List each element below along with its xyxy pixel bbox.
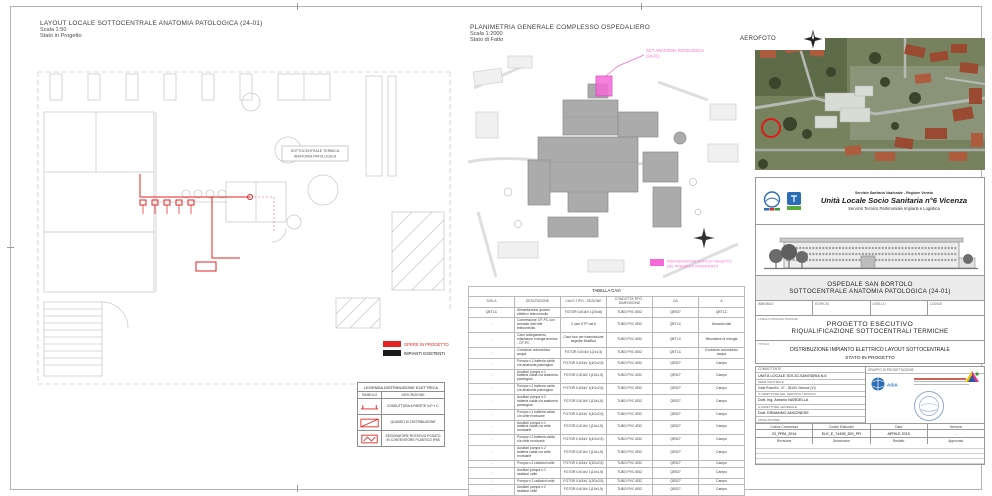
- cable-table-row: [469, 307, 745, 318]
- building-elevation-drawing: [756, 226, 984, 274]
- cable-table-cell: TUBO PVC Ø32: [607, 384, 653, 395]
- cable-table-row: [469, 485, 745, 496]
- cable-table-cell: Pompa n.1 radiatori celle: [515, 460, 561, 467]
- electrical-legend: [357, 382, 445, 447]
- client-block-line: COMMITTENTE: [756, 367, 865, 373]
- cable-table-row: [469, 420, 745, 435]
- parties-box: [755, 366, 985, 424]
- cable-table-cell: Pompa n.2 radiatori celle: [515, 478, 561, 485]
- drawing-title-box: [755, 340, 985, 364]
- cable-table-cell: FG7OR 0,6/1kV 1(10x1,5): [561, 420, 607, 435]
- cable-table-cell: QETLC: [653, 333, 699, 348]
- cable-table-row: [469, 467, 745, 478]
- cable-table-cell: Pompa n.1 batteria calda c/a anatomia patologica: [515, 358, 561, 369]
- left-panel-header: [40, 20, 262, 39]
- cable-table-cell: Campo: [699, 409, 745, 420]
- cable-table-cell: TUBO PVC Ø32: [607, 358, 653, 369]
- code-value-cell: ELE_E_74455_DIS_PR: [813, 430, 870, 437]
- facility-name-line2: SOTTOCENTRALE ANATOMIA PATOLOGICA (24-01): [789, 288, 951, 295]
- company-text-line: [914, 378, 966, 380]
- meta-field-label: CODICE: [929, 302, 943, 306]
- legend-color-swatch: [383, 350, 401, 356]
- cable-table-cell: Armadio dati: [699, 318, 745, 333]
- plan-room-label-line1: SOTTOCENTRALE TERMICA: [290, 149, 340, 153]
- cable-table-cell: FG7OR 0,6/1kV 1(10x1,5): [561, 369, 607, 384]
- cable-table-cell: FG7OR 0,6/1kV 1(4Gx2,5): [561, 409, 607, 420]
- electrical-legend-row: [358, 415, 444, 431]
- cable-table-cell: FG7OR 0,6/1kV 1(10x1,5): [561, 446, 607, 461]
- callout-line1: SCT ANATOMIA PATOLOGICA: [646, 48, 705, 53]
- cable-table-cell: Campo: [699, 446, 745, 461]
- cable-table-cell: FG7OR 0,6/1kV 1(4Gx2,5): [561, 358, 607, 369]
- cable-table-cell: TUBO PVC Ø32: [607, 369, 653, 384]
- client-block-line: SEDE CENTRALE: [756, 380, 865, 386]
- cable-table-row: [469, 333, 745, 348]
- frame-tick: [7, 247, 14, 248]
- organization-header: [806, 191, 982, 211]
- cable-table-cell: TUBO PVC Ø32: [607, 467, 653, 478]
- legend-description: QUADRO DI DISTRIBUZIONE: [390, 419, 436, 424]
- cable-table-row: [469, 446, 745, 461]
- client-block-line: IL DIRETTORE DEL SERVIZIO TECNICO: [756, 392, 865, 398]
- region-veneto-logo-icon: [761, 190, 783, 212]
- drawing-title-label: TITOLO: [758, 342, 770, 346]
- cable-table-cell: Misuratore di energia: [699, 333, 745, 348]
- legend-description: SEZIONATORE ROTATIVO POSATO IN CONTENITORE PLASTICO IP65: [385, 433, 441, 442]
- facility-name-line1: OSPEDALE SAN BORTOLO: [827, 281, 913, 288]
- cable-table-cell: Pompa n.1 batteria calda c/a celle mortuarie: [515, 409, 561, 420]
- client-block-line: UNITÀ LOCALE SOCIO-SANITARIA N.6: [756, 373, 865, 380]
- org-department: Servizio Tecnico Patrimoniale Impianti e Logistica: [848, 206, 940, 211]
- code-value-cell: 23_PRM_2014: [756, 430, 813, 437]
- cable-table-row: [469, 409, 745, 420]
- callout-leader-line: [606, 55, 644, 76]
- cable-table-cell: TUBO PVC Ø32: [607, 347, 653, 358]
- design-level-box: [755, 315, 985, 341]
- cable-table-row: [469, 478, 745, 485]
- design-group-block: [866, 367, 984, 423]
- distribution-board-symbol: [358, 415, 382, 430]
- building-elevation-panel: [755, 224, 985, 276]
- cable-table-cell: -: [469, 333, 515, 348]
- code-header-cell: Versione: [949, 424, 963, 429]
- cable-table-cell: QE927: [653, 460, 699, 467]
- cable-table-cell: Campo: [699, 460, 745, 467]
- cable-table-cell: TUBO PVC Ø32: [607, 409, 653, 420]
- approval-stamp-icon: [912, 389, 946, 423]
- highlighted-building: [596, 76, 612, 96]
- cable-table: [468, 286, 745, 496]
- electrical-legend-title: LEGENDA DISTRIBUZIONE ELETTRICA: [358, 383, 444, 392]
- north-compass-icon: [694, 228, 714, 248]
- cable-table-cell: QE927: [653, 384, 699, 395]
- aerial-photo: [755, 38, 985, 170]
- cable-table-row: [469, 384, 745, 395]
- cable-table-cell: Cavo collegamento misuratore energia termica - CP-PC: [515, 333, 561, 348]
- works-legend-item: [383, 350, 453, 356]
- center-panel-scale: Scala 1:2000: [470, 31, 503, 37]
- revision-header-cell: Revisione: [756, 438, 813, 444]
- legend-col-symbol: SIMBOLO: [358, 392, 382, 398]
- center-panel-header: [470, 24, 650, 43]
- cable-table-cell: FG7OR 0,6/1kV 1(4Gx2,5): [561, 384, 607, 395]
- cable-table-cell: FG7OR 0,6/1kV 1(4Gx2,5): [561, 435, 607, 446]
- cable-table-cell: TUBO PVC Ø32: [607, 420, 653, 435]
- cable-table-cell: QETLC: [699, 307, 745, 318]
- cable-table-cell: QE927: [653, 467, 699, 478]
- legend-col-description: DESCRIZIONE: [401, 393, 425, 397]
- center-panel-title: PLANIMETRIA GENERALE COMPLESSO OSPEDALIERO: [470, 24, 650, 31]
- cable-table-row: [469, 369, 745, 384]
- revision-header-cell: Descrizione: [813, 438, 870, 444]
- cable-table-cell: QE927: [653, 358, 699, 369]
- electrical-legend-header: [358, 392, 444, 399]
- cable-table-cell: Campo: [699, 395, 745, 410]
- cable-table-cell: QE927: [653, 420, 699, 435]
- cable-table-cell: Pompa n.2 batteria calda c/a anatomia patologica: [515, 384, 561, 395]
- cable-table-cell: QE927: [653, 409, 699, 420]
- client-block-line: Dott. ERMANNO ANGONESE: [756, 410, 865, 417]
- plan-room-label: [282, 146, 348, 161]
- company-text-line: [914, 384, 969, 385]
- cable-table-cell: Cavo bus per trasmissione segnale ModBus: [561, 333, 607, 348]
- cable-table-cell: -: [469, 384, 515, 395]
- revision-empty-row: [756, 459, 984, 464]
- cable-table-cell: TUBO PVC Ø32: [607, 478, 653, 485]
- left-panel-scale: Scala 1:50: [40, 27, 67, 33]
- meta-field-label: IMMOBILE: [756, 301, 813, 315]
- design-group-label: GRUPPO DI PROGETTAZIONE: [866, 367, 984, 374]
- cable-table-cell: 2 cavi UTP cat.6: [561, 318, 607, 333]
- cable-table-cell: TUBO PVC Ø32: [607, 435, 653, 446]
- cable-table-header: SIGLA: [469, 296, 515, 307]
- cable-table-cell: TUBO PVC Ø32: [607, 395, 653, 410]
- cable-table-cell: FG7OR 0,6/1kV 1(3Gx2,5): [561, 478, 607, 485]
- cable-table-row: [469, 358, 745, 369]
- cable-table-cell: QE927: [653, 446, 699, 461]
- cable-table-cell: Ausiliari pompa n.1 radiatori celle: [515, 467, 561, 478]
- cable-table-cell: Campo: [699, 369, 745, 384]
- cable-table-cell: TUBO PVC Ø32: [607, 460, 653, 467]
- revision-header-cell: Approvato: [948, 439, 964, 443]
- facility-name-band: [755, 275, 985, 301]
- org-name: Unità Locale Socio Sanitaria n°6 Vicenza: [820, 196, 968, 205]
- cable-table-cell: TUBO PVC Ø32: [607, 446, 653, 461]
- cable-table-row: [469, 347, 745, 358]
- cable-table-cell: FG7OR 0,6/1kV 1(3Gx2,5): [561, 460, 607, 467]
- cable-table-cell: -: [469, 467, 515, 478]
- design-level-line1: PROGETTO ESECUTIVO: [826, 321, 914, 328]
- highlight-legend-line2: DEL PRESENTE INTERVENTO: [667, 264, 719, 269]
- cable-table-cell: Pompa n.2 batteria calda c/a celle mortuarie: [515, 435, 561, 446]
- cable-table-cell: QETLC: [653, 318, 699, 333]
- cable-table-cell: FG7OR 0,6/1kV 1(10x1,5): [561, 395, 607, 410]
- legend-label: IMPIANTI ESISTENTI: [404, 350, 445, 356]
- cable-table-row: [469, 395, 745, 410]
- left-panel-state: Stato in Progetto: [40, 33, 82, 39]
- cable-table-cell: QE927: [653, 478, 699, 485]
- client-block-line: IL DIRETTORE GENERALE: [756, 405, 865, 411]
- drawing-title-line2: STATO IN PROGETTO: [845, 356, 895, 361]
- revision-header-cell: Redatto: [871, 438, 928, 444]
- highlight-legend: [650, 259, 732, 269]
- cable-table-cell: -: [469, 347, 515, 358]
- cable-table-cell: Campo: [699, 478, 745, 485]
- cable-table-cell: QE927: [653, 369, 699, 384]
- cable-table-cell: QE927: [653, 395, 699, 410]
- cable-table-cell: QE927: [653, 485, 699, 496]
- cable-table-cell: Connessione CP-PC con armadio dati rete telecontrollo: [515, 318, 561, 333]
- works-legend: [383, 341, 453, 359]
- cable-table-cell: -: [469, 420, 515, 435]
- new-works-conduits: [140, 174, 274, 271]
- meta-fields-row: [755, 300, 985, 316]
- cable-table-cell: TUBO PVC Ø32: [607, 485, 653, 496]
- left-panel-title: LAYOUT LOCALE SOTTOCENTRALE ANATOMIA PATOLOGICA (24-01): [40, 20, 263, 27]
- code-value-cell: -: [955, 431, 957, 436]
- highlight-legend-line1: INDIVIDUAZIONE EDIFICIO OGGETTO: [667, 259, 732, 264]
- asia-logo-text: ASIA: [887, 382, 898, 388]
- frame-tick: [297, 3, 298, 10]
- partner-logo-icon: [964, 370, 980, 383]
- cable-table-header: CONDOTTA TIPO - DIMENSIONE: [607, 296, 653, 307]
- design-level-label: LIVELLO PROGETTAZIONE: [758, 317, 798, 321]
- cable-table-cell: TUBO PVC Ø32: [607, 333, 653, 348]
- aerofoto-title: AEROFOTO: [740, 36, 776, 42]
- cable-table-cell: -: [469, 478, 515, 485]
- cable-table-title: TABELLA CAVI: [469, 287, 745, 297]
- client-block-line: Viale Rodolfi n. 37 - 36100 Vicenza (VI): [756, 385, 865, 391]
- rotary-isolator-symbol: [358, 431, 382, 446]
- aerofoto-header: [737, 28, 825, 50]
- cable-table-cell: -: [469, 358, 515, 369]
- cable-table-cell: Campo: [699, 435, 745, 446]
- cable-table-row: [469, 318, 745, 333]
- meta-field-label: EDIFICIO: [813, 301, 870, 315]
- drawing-title-line1: DISTRIBUZIONE IMPIANTO ELETTRICO LAYOUT SOTTOCENTRALE: [790, 347, 950, 353]
- cable-table-cell: -: [469, 435, 515, 446]
- org-service-line: Servizio Sanitario Nazionale - Regione Veneto: [854, 191, 934, 195]
- cable-table-cell: QE927: [653, 307, 699, 318]
- cable-table-cell: Contatore volumetrico acqua: [515, 347, 561, 358]
- plan-room-label-line2: ANATOMIA PATOLOGICA: [293, 154, 337, 159]
- cable-table-cell: -: [469, 485, 515, 496]
- cable-table-cell: Campo: [699, 384, 745, 395]
- title-block: [755, 178, 985, 465]
- cable-table-cell: QETLC: [653, 347, 699, 358]
- compass-icon: [804, 30, 822, 48]
- cable-table-header: DESCRIZIONE: [515, 296, 561, 307]
- frame-tick: [641, 3, 642, 10]
- legend-description: CONDUTTURA A PARETE N.P x C.: [386, 403, 440, 408]
- revision-empty-rows: [755, 444, 985, 465]
- meta-field-label: LIVELLO: [871, 301, 928, 315]
- cable-table-cell: Campo: [699, 485, 745, 496]
- cable-table-cell: -: [469, 395, 515, 410]
- asia-progetti-logo-icon: [870, 376, 910, 392]
- cable-table-cell: QE927: [653, 435, 699, 446]
- cable-table-cell: Ausiliari pompa n.1 batteria calda c/a anatomia patologica: [515, 369, 561, 384]
- cable-table-cell: -: [469, 446, 515, 461]
- cable-table-cell: -: [469, 409, 515, 420]
- cable-table-cell: FG7OR 0,6/1kV 1(10x1,5): [561, 467, 607, 478]
- electrical-legend-row: [358, 399, 444, 415]
- cable-table-cell: -: [469, 460, 515, 467]
- code-header-cell: Codice Elaborato: [813, 424, 870, 429]
- frame-tick: [297, 485, 298, 492]
- cable-table-cell: Alimentazione quadro elettrico telecontrollo: [515, 307, 561, 318]
- client-block-line: Dott. Ing. Antonio NARDELLA: [756, 397, 865, 404]
- cable-table-row: [469, 435, 745, 446]
- cable-table-row: [469, 460, 745, 467]
- client-block-line: APPALTATORE: [756, 417, 865, 423]
- title-block-logos: [756, 190, 806, 212]
- code-value-cell: APRILE 2015: [871, 430, 928, 437]
- cable-table-cell: FG7OR 0,6/1kV 1(2Gx6): [561, 307, 607, 318]
- cable-table-cell: QETLC: [469, 307, 515, 318]
- cable-table-container: [468, 286, 745, 496]
- cable-table-header: DA: [653, 296, 699, 307]
- callout-line2: (24-01): [646, 53, 660, 59]
- cable-table-cell: Ausiliari pompa n.2 batteria calda c/a anatomia patologica: [515, 395, 561, 410]
- center-panel-state: Stato di Fatto: [470, 37, 504, 43]
- legend-label: OPERE IN PROGETTO: [404, 341, 449, 347]
- cable-table-cell: -: [469, 318, 515, 333]
- cable-table-cell: -: [469, 369, 515, 384]
- cable-table-cell: Ausiliari pompa n.2 radiatori celle: [515, 485, 561, 496]
- cable-table-cell: Campo: [699, 358, 745, 369]
- cable-table-cell: FG7OR 0,6/1kV 1(2x1,5): [561, 347, 607, 358]
- conduit-symbol: [358, 399, 382, 414]
- cable-table-cell: TUBO PVC Ø32: [607, 307, 653, 318]
- cable-table-cell: Ausiliari pompa n.1 batteria calda c/a celle mortuarie: [515, 420, 561, 435]
- works-legend-item: [383, 341, 453, 347]
- cable-table-header: CAVO TIPO - SEZIONE: [561, 296, 607, 307]
- cable-table-cell: FG7OR 0,6/1kV 1(10x1,5): [561, 485, 607, 496]
- electrical-legend-row: [358, 431, 444, 446]
- cable-table-cell: Contatore volumetrico acqua: [699, 347, 745, 358]
- ulss-logo-icon: [786, 191, 802, 211]
- cable-table-cell: TUBO PVC Ø32: [607, 318, 653, 333]
- cable-table-cell: Ausiliari pompa n.2 batteria calda c/a celle mortuarie: [515, 446, 561, 461]
- cable-table-header: A: [699, 296, 745, 307]
- code-header-cell: Codice Commessa: [756, 424, 813, 429]
- site-plan-drawing: [468, 42, 745, 282]
- code-header-cell: Data: [871, 424, 928, 429]
- legend-color-swatch: [383, 341, 401, 347]
- client-block: [756, 367, 866, 423]
- cable-table-cell: Campo: [699, 420, 745, 435]
- design-level-line2: RIQUALIFICAZIONE SOTTOCENTRALI TERMICHE: [791, 328, 949, 335]
- title-block-header: [755, 177, 985, 225]
- cable-table-cell: Campo: [699, 467, 745, 478]
